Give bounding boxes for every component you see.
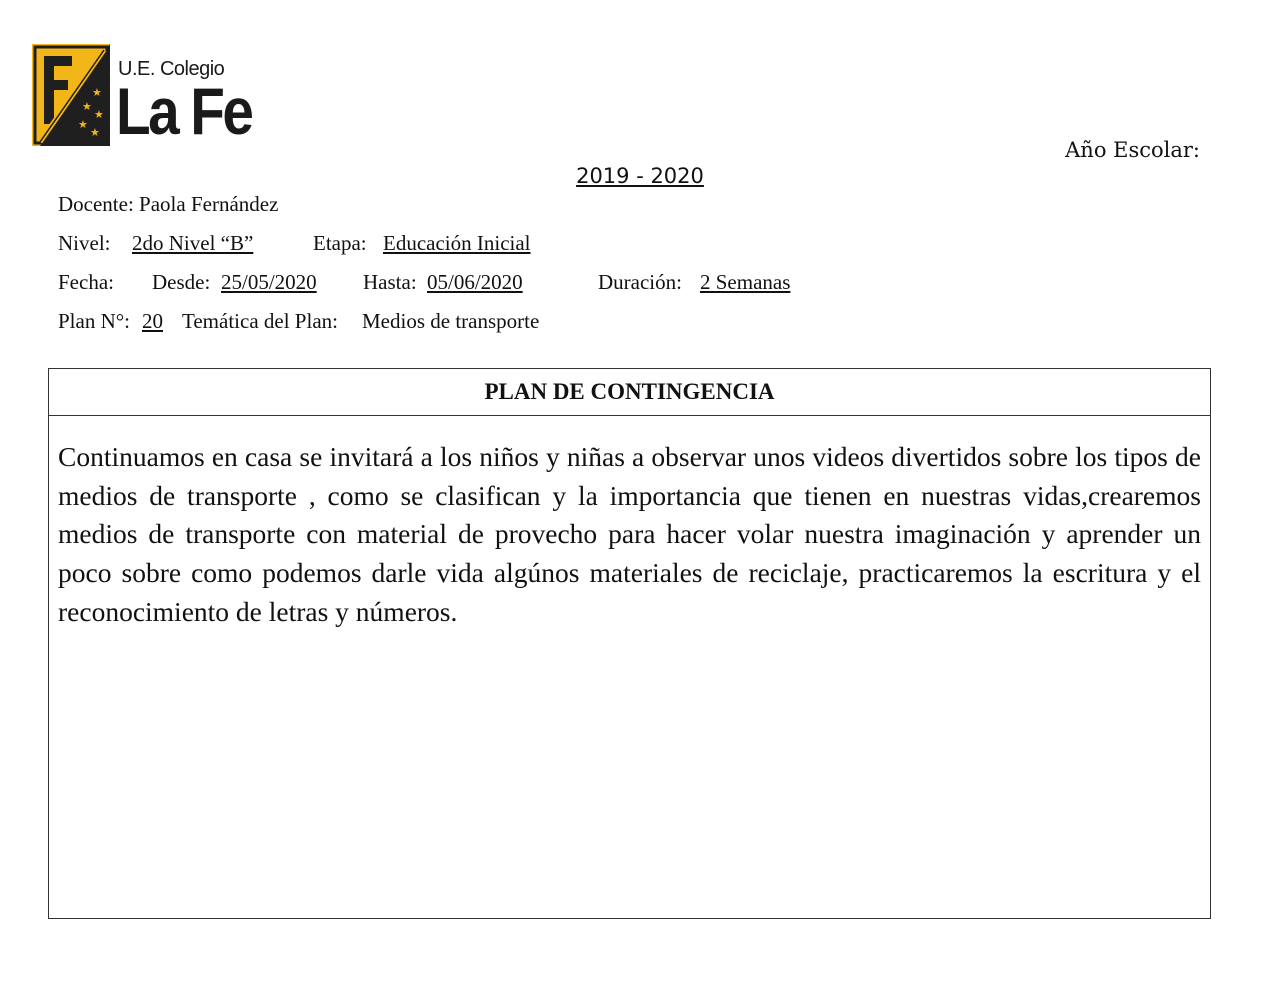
svg-text:★: ★ <box>78 118 88 131</box>
etapa-value: Educación Inicial <box>383 231 531 255</box>
duracion-label: Duración: <box>598 270 682 294</box>
docente-line <box>58 192 278 217</box>
nivel-label: Nivel: <box>58 231 111 255</box>
plan-number-value: 20 <box>142 309 163 333</box>
hasta-value: 05/06/2020 <box>427 270 523 294</box>
docente-label: Docente: <box>58 192 134 216</box>
hasta-label: Hasta: <box>363 270 417 294</box>
svg-text:★: ★ <box>90 126 100 139</box>
school-emblem-icon <box>32 44 110 146</box>
desde-value: 25/05/2020 <box>221 270 317 294</box>
plan-theme-label: Temática del Plan: <box>182 309 338 333</box>
logo-subtitle: U.E. Colegio <box>118 58 225 80</box>
contingency-plan-title: PLAN DE CONTINGENCIA <box>49 369 1210 416</box>
school-logo <box>32 44 252 148</box>
contingency-plan-text: Continuamos en casa se invitará a los niños y niñas a observar unos videos divertidos sobre los tipos de medios de transporte , como se clasifican y la importancia que tienen en nuestras vidas,crearemos medios de transporte con material de provecho para hacer volar nuestra imaginación y aprender un poco sobre como podemos darle vida algúnos materiales de reciclaje, practicaremos la escritura y el reconocimiento de letras y números. <box>58 441 1201 627</box>
svg-text:★: ★ <box>82 100 92 113</box>
plan-number-label: Plan N°: <box>58 309 130 333</box>
contingency-plan-table <box>48 368 1211 919</box>
plan-line <box>58 309 658 335</box>
fecha-line <box>58 270 858 296</box>
desde-label: Desde: <box>152 270 211 294</box>
svg-text:★: ★ <box>92 86 102 99</box>
docente-value: Paola Fernández <box>139 192 279 216</box>
duracion-value: 2 Semanas <box>700 270 791 294</box>
school-year-value: 2019 - 2020 <box>576 164 704 188</box>
school-year-value-row <box>0 164 1280 188</box>
nivel-value: 2do Nivel “B” <box>132 231 254 255</box>
school-year-label: Año Escolar: <box>1065 138 1200 162</box>
etapa-label: Etapa: <box>313 231 367 255</box>
svg-text:★: ★ <box>94 108 104 121</box>
nivel-etapa-line <box>58 231 658 257</box>
plan-theme-value: Medios de transporte <box>362 309 540 333</box>
logo-name: La Fe <box>116 74 252 148</box>
fecha-label: Fecha: <box>58 270 114 294</box>
